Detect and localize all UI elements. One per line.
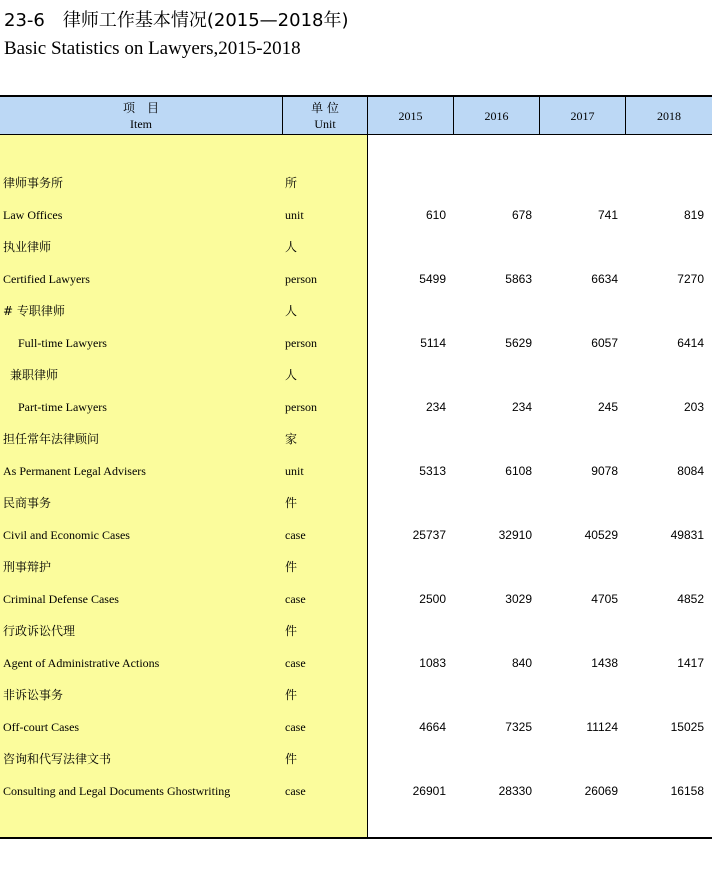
- cell-value-2016: 32910: [498, 528, 532, 542]
- table-row: [0, 589, 712, 609]
- row-label-en: Certified Lawyers: [3, 272, 90, 286]
- cell-value-2017: 1438: [591, 656, 618, 670]
- row-unit-cn: 件: [285, 496, 298, 510]
- cell-value-2016: 840: [511, 656, 532, 670]
- table-row-cn: [0, 237, 712, 257]
- cell-value-2017: 40529: [584, 528, 618, 542]
- table-row: [0, 525, 712, 545]
- cell-value-2018: 16158: [670, 784, 704, 798]
- row-unit-en: unit: [285, 208, 304, 222]
- row-label-en: Criminal Defense Cases: [3, 592, 119, 606]
- cell-value-2016: 5629: [505, 336, 532, 350]
- table-title-en: Basic Statistics on Lawyers,2015-2018: [4, 38, 301, 59]
- header-year-2017: 2017: [570, 109, 595, 123]
- row-unit-cn: 人: [285, 304, 298, 318]
- table-row-cn: [0, 173, 712, 193]
- row-label-en: Part-time Lawyers: [18, 400, 107, 414]
- row-unit-en: case: [285, 784, 306, 798]
- row-label-en: Agent of Administrative Actions: [3, 656, 160, 670]
- row-unit-en: unit: [285, 464, 304, 478]
- cell-value-2016: 6108: [505, 464, 532, 478]
- row-label-cn: 民商事务: [3, 496, 52, 510]
- table-row-cn: [0, 365, 712, 385]
- table-row-cn: [0, 429, 712, 449]
- cell-value-2015: 2500: [419, 592, 446, 606]
- cell-value-2017: 6634: [591, 272, 618, 286]
- row-unit-en: case: [285, 528, 306, 542]
- row-label-cn: 担任常年法律顾问: [3, 432, 100, 446]
- row-label-en: Full-time Lawyers: [18, 336, 107, 350]
- row-label-cn: # 专职律师: [3, 304, 65, 318]
- row-unit-cn: 人: [285, 368, 298, 382]
- table-row: [0, 653, 712, 673]
- cell-value-2016: 7325: [505, 720, 532, 734]
- table-row-cn: [0, 685, 712, 705]
- row-unit-en: case: [285, 720, 306, 734]
- row-label-en: Consulting and Legal Documents Ghostwriting: [3, 784, 231, 798]
- row-label-en: Civil and Economic Cases: [3, 528, 130, 542]
- row-unit-cn: 件: [285, 624, 298, 638]
- header-year-2016: 2016: [484, 109, 509, 123]
- table-row-cn: [0, 749, 712, 769]
- header-item: [0, 97, 282, 135]
- table-row-cn: [0, 301, 712, 321]
- table-row: [0, 269, 712, 289]
- row-label-cn: 非诉讼事务: [3, 688, 64, 702]
- cell-value-2016: 678: [511, 208, 532, 222]
- row-label-en: As Permanent Legal Advisers: [3, 464, 146, 478]
- cell-value-2015: 5499: [419, 272, 446, 286]
- header-unit-cn: 单 位: [311, 101, 339, 115]
- header-item-en: Item: [130, 117, 152, 131]
- table-row: [0, 333, 712, 353]
- table-row-cn: [0, 493, 712, 513]
- row-label-cn: 律师事务所: [3, 176, 64, 190]
- row-unit-cn: 件: [285, 688, 298, 702]
- row-label-cn: 执业律师: [3, 240, 52, 254]
- cell-value-2016: 234: [511, 400, 532, 414]
- row-unit-en: person: [285, 272, 317, 286]
- row-unit-en: case: [285, 592, 306, 606]
- cell-value-2018: 819: [683, 208, 704, 222]
- row-unit-cn: 所: [285, 176, 298, 190]
- cell-value-2017: 9078: [591, 464, 618, 478]
- table-row: [0, 397, 712, 417]
- cell-value-2015: 5114: [420, 336, 446, 350]
- table-header: [0, 95, 712, 135]
- cell-value-2017: 26069: [584, 784, 618, 798]
- table-row: [0, 205, 712, 225]
- cell-value-2017: 741: [597, 208, 618, 222]
- cell-value-2017: 6057: [591, 336, 618, 350]
- cell-value-2018: 15025: [670, 720, 704, 734]
- table-title-cn: 23-6 律师工作基本情况(2015—2018年): [4, 10, 349, 31]
- row-label-en: Off-court Cases: [3, 720, 80, 734]
- cell-value-2015: 26901: [412, 784, 446, 798]
- cell-value-2017: 4705: [591, 592, 618, 606]
- row-unit-cn: 件: [285, 560, 298, 574]
- table-row: [0, 461, 712, 481]
- row-unit-cn: 件: [285, 752, 298, 766]
- cell-value-2017: 245: [597, 400, 618, 414]
- cell-value-2015: 25737: [412, 528, 446, 542]
- table-row: [0, 717, 712, 737]
- table-row-cn: [0, 557, 712, 577]
- table-row-cn: [0, 621, 712, 641]
- cell-value-2018: 4852: [677, 592, 704, 606]
- cell-value-2018: 6414: [677, 336, 704, 350]
- row-unit-en: person: [285, 336, 317, 350]
- cell-value-2015: 234: [425, 400, 446, 414]
- row-label-cn: 兼职律师: [10, 368, 59, 382]
- header-item-cn: 项 目: [122, 101, 159, 115]
- cell-value-2015: 4664: [419, 720, 446, 734]
- cell-value-2016: 3029: [505, 592, 532, 606]
- row-label-en: Law Offices: [3, 208, 63, 222]
- table-row: [0, 781, 712, 801]
- cell-value-2018: 1417: [677, 656, 704, 670]
- header-unit-en: Unit: [314, 117, 336, 131]
- row-unit-cn: 人: [285, 240, 298, 254]
- cell-value-2016: 5863: [505, 272, 532, 286]
- cell-value-2015: 610: [425, 208, 446, 222]
- row-label-cn: 咨询和代写法律文书: [3, 752, 112, 766]
- header-year-2018: 2018: [657, 109, 681, 123]
- row-unit-en: person: [285, 400, 317, 414]
- cell-value-2015: 5313: [419, 464, 446, 478]
- header-year-2015: 2015: [398, 109, 423, 123]
- cell-value-2016: 28330: [498, 784, 532, 798]
- cell-value-2017: 11124: [586, 720, 618, 734]
- row-label-cn: 行政诉讼代理: [3, 624, 76, 638]
- table-bottom-rule: [0, 837, 712, 839]
- cell-value-2018: 8084: [677, 464, 704, 478]
- cell-value-2018: 7270: [677, 272, 704, 286]
- cell-value-2015: 1083: [419, 656, 446, 670]
- row-unit-en: case: [285, 656, 306, 670]
- cell-value-2018: 203: [683, 400, 704, 414]
- cell-value-2018: 49831: [670, 528, 704, 542]
- header-unit: [283, 97, 367, 135]
- row-unit-cn: 家: [285, 432, 298, 446]
- row-label-cn: 刑事辩护: [3, 560, 52, 574]
